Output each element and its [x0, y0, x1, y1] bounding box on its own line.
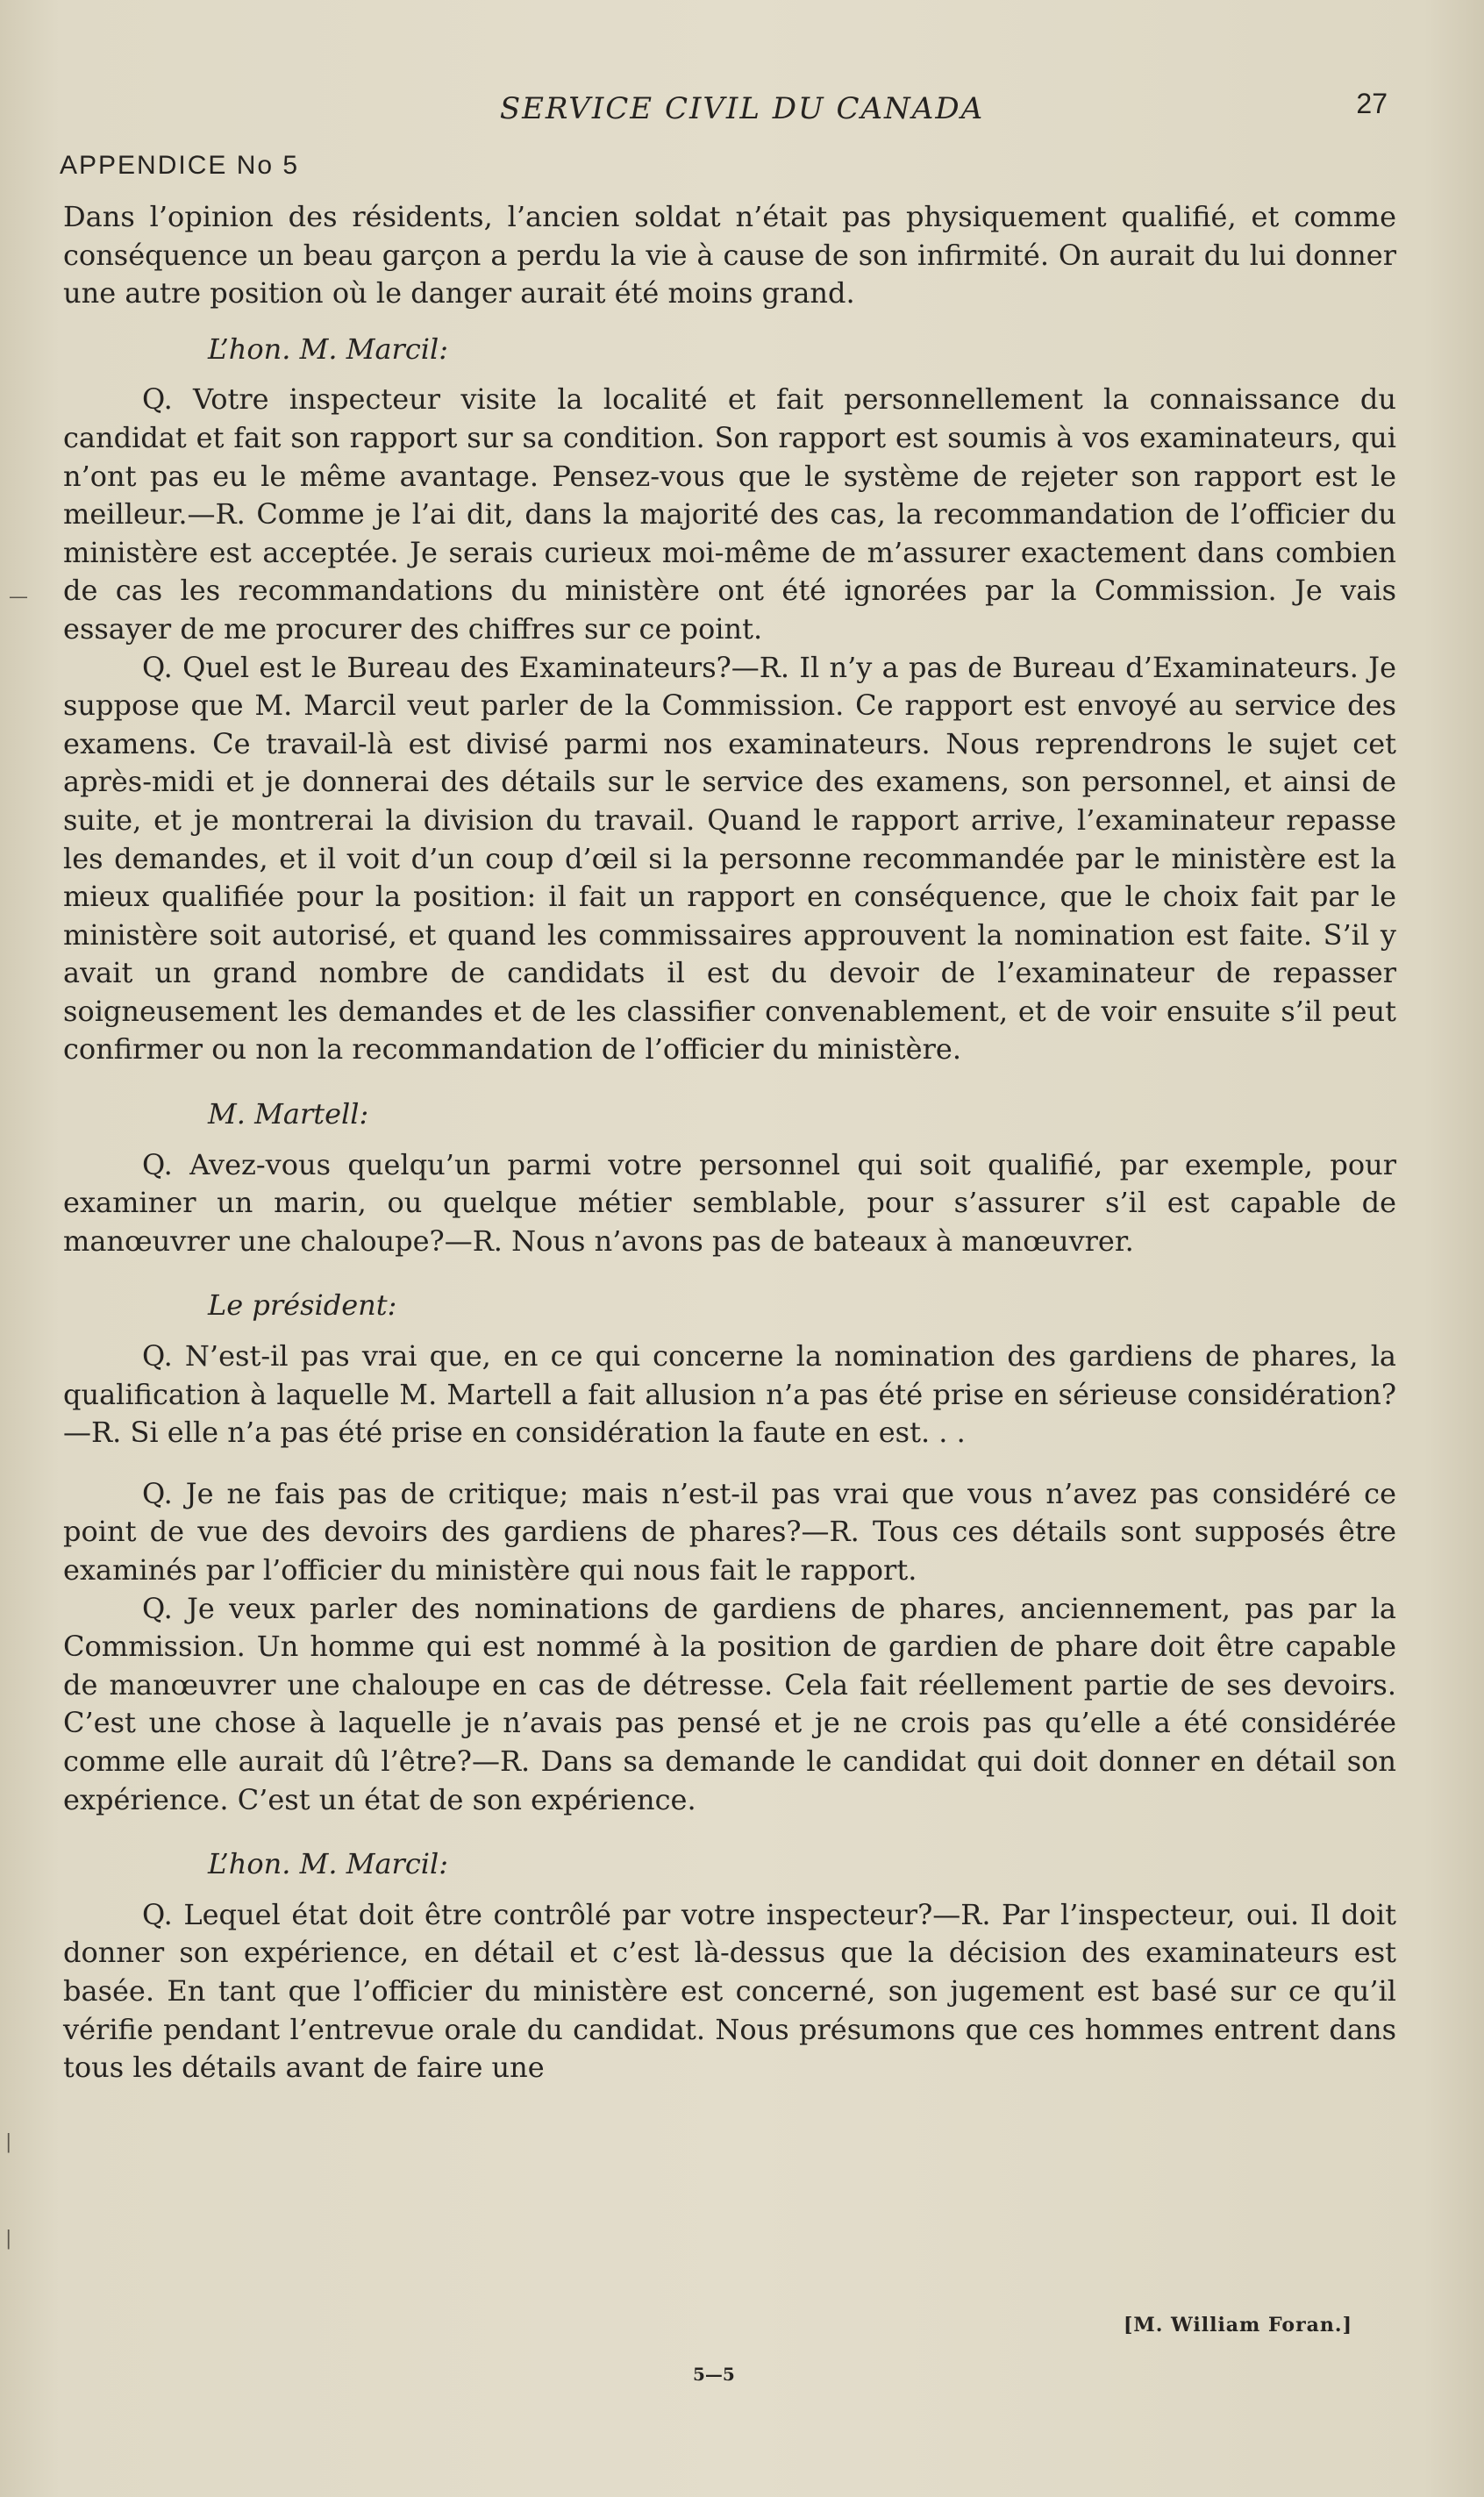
question-paragraph: Q. Quel est le Bureau des Examinateurs?—R. Il n’y a pas de Bureau d’Examinateurs. Je suppose que M. Marcil veut parler de la Commission. Ce rapport est envoyé au service des examens. Ce travail-là est divisé parmi nos examinateurs. Nous reprendrons le sujet cet après-midi et je donnerai des détails sur le service des examens, son personnel, et ainsi de suite, et je montrerai la division du travail. Quand le rapport arrive, l’examinateur repasse les demandes, et il voit d’un coup d’œil si la personne recommandée par le ministère est la mieux qualifiée pour la position: il fait un rapport en conséquence, que le choix fait par le ministère soit autorisé, et quand les commissaires approuvent la nomination est faite. S’il y avait un grand nombre de candidats il est du devoir de l’examinateur de repasser soigneusement les demandes et de les classifier convenablement, et de voir ensuite s’il peut confirmer ou non la recommandation de l’officier du ministère. [63, 650, 1396, 1067]
question-paragraph: Q. Je veux parler des nominations de gardiens de phares, anciennement, pas par la Commission. Un homme qui est nommé à la position de gardien de phare doit être capable de manœuvrer une chaloupe en cas de détresse. Cela fait réellement partie de ses devoirs. C’est une chose à laquelle je n’avais pas pensé et je ne crois pas qu’elle a été considérée comme elle aurait dû l’être?—R. Dans sa demande le candidat qui doit donner en détail son expérience. C’est un état de son expérience. [63, 1591, 1396, 1816]
question-paragraph: Q. N’est-il pas vrai que, en ce qui concerne la nomination des gardiens de phares, la qualification à laquelle M. Martell a fait allusion n’a pas été prise en sérieuse considération?—R. Si elle n’a pas été prise en considération la faute en est. . . [63, 1339, 1396, 1450]
speaker-heading: Le président: [208, 1288, 397, 1323]
body-text [63, 198, 1396, 2087]
printer-signature: 5—5 [693, 2364, 735, 2385]
intro-paragraph: Dans l’opinion des résidents, l’ancien soldat n’était pas physiquement qualifié, et comme conséquence un beau garçon a perdu la vie à cause de son infirmité. On aurait du lui donner une autre position où le danger aurait été moins grand. [63, 200, 1396, 310]
margin-tick-mark: | [5, 2228, 12, 2250]
running-header-title: SERVICE CIVIL DU CANADA [499, 91, 985, 126]
margin-tick-mark: | [5, 2131, 12, 2153]
question-paragraph: Q. Lequel état doit être contrôlé par votre inspecteur?—R. Par l’inspecteur, oui. Il doit donner son expérience, en détail et c’est là-dessus que la décision des examinateurs est basée. En tant que l’officier du ministère est concerné, son jugement est basé sur ce qu’il vérifie pendant l’entrevue orale du candidat. Nous présumons que ces hommes entrent dans tous les détails avant de faire une [63, 1897, 1396, 2085]
question-paragraph: Q. Avez-vous quelqu’un parmi votre personnel qui soit qualifié, par exemple, pour examiner un marin, ou quelque métier semblable, pour s’assurer s’il est capable de manœuvrer une chaloupe?—R. Nous n’avons pas de bateaux à manœuvrer. [63, 1147, 1396, 1258]
page-number: 27 [1356, 88, 1388, 119]
question-paragraph: Q. Votre inspecteur visite la localité et fait personnellement la connaissance du candidat et fait son rapport sur sa condition. Son rapport est soumis à vos examinateurs, qui n’ont pas eu le même avantage. Pensez-vous que le système de rejeter son rapport est le meilleur.—R. Comme je l’ai dit, dans la majorité des cas, la recommandation de l’officier du ministère est acceptée. Je serais curieux moi-même de m’assurer exactement dans combien de cas les recommandations du ministère ont été ignorées par la Commission. Je vais essayer de me procurer des chiffres sur ce point. [63, 382, 1396, 646]
speaker-heading: L’hon. M. Marcil: [208, 332, 448, 366]
speaker-heading: M. Martell: [208, 1097, 369, 1131]
margin-dash-mark: — [9, 586, 28, 608]
question-paragraph: Q. Je ne fais pas de critique; mais n’est-il pas vrai que vous n’avez pas considéré ce point de vue des devoirs des gardiens de phares?—R. Tous ces détails sont supposés être examinés par l’officier du ministère qui nous fait le rapport. [63, 1476, 1396, 1587]
speaker-heading: L’hon. M. Marcil: [208, 1847, 448, 1881]
appendix-label: APPENDICE No 5 [60, 151, 300, 180]
witness-attribution: [M. William Foran.] [1123, 2314, 1352, 2336]
